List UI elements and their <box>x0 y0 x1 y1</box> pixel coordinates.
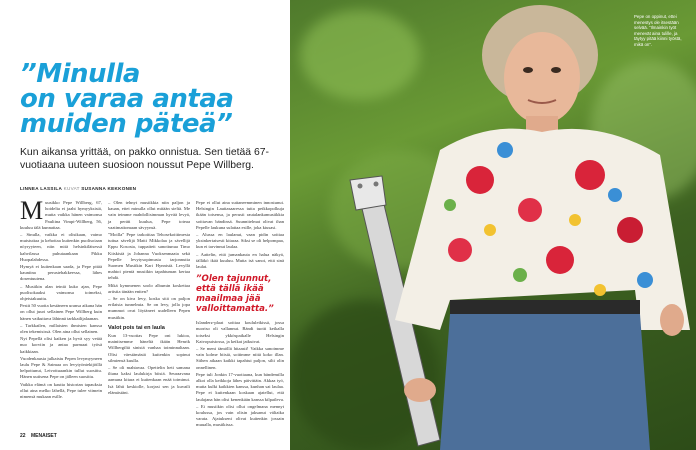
floral-shirt <box>395 129 690 330</box>
paragraph: – Alussa en laulanut, vaan pidin soittaa yksinkertaisesti kitaraa. Siksi se oli helpompaa, kun ei tarvinnut laulaa. <box>196 232 284 250</box>
byline <box>20 186 282 191</box>
byline-photographer: SUSANNA KEKKONEN <box>81 186 137 191</box>
paragraph: – Se on kiva levy, koska sitä on paljon erilaisia tunnelmia. Se on levy, jolla jopa mummot ovat löytäneet uudelleen Pepen musiikin. <box>108 296 190 320</box>
portrait-photo <box>290 0 696 450</box>
headline-line-1: ”Minulla <box>20 59 140 89</box>
article-column-3 <box>196 200 284 430</box>
paragraph: – Tarkkailen, millaisten ihmisten kanssa olen tekemisissä. Olen aina ollut sellainen. <box>20 322 102 335</box>
photo-page <box>290 0 696 450</box>
pull-quote: ”Olen tajunnut, että tällä ikää maailmaa jää valloittamatta.” <box>196 274 274 315</box>
headline-line-3: muiden päteä” <box>20 109 233 139</box>
paragraph: Mikä kymmenen soolo albumin koskettaa artistia tänään eniten? <box>108 282 190 294</box>
paragraph: ”Moilla” Pepe tarkoittaa Tehosekoittimesta tuttua sävelijä Matti Mikkolaa ja sävellijä Eppu Kososta, tuppaiteit sanottunua Timo Kiiskistä ja Johanna Vuoksenmaata sekä Pepelle levytysopimusta tarjonnutta Suomen Musiikin Kari Hynnistä. Levyllä mahtoi pientä musiikin tapahtuman kertaa tehdä. <box>108 232 190 281</box>
paragraph: Islanderz-plaat soittaa koululeikissä, jossa nuoriso oli vallannut. Bändi tuotti keikalla toiseksi ykköspaikalle Helsingin Kaivopuistossa, ja keikat jatkuivat. <box>196 320 284 344</box>
paragraph: Hymyä ei kuitenkaan saada, ja Pepe pitää kauniina perustehakkeessa, lähes dosentuutena. <box>20 264 102 282</box>
subhead: Kun aikansa yrittää, on pakko onnistua. Sen tietää 67-vuotiaana uuteen suosioon noussut Pepe Willberg. <box>20 147 269 171</box>
photo-caption: Pepe on oppinut, ettei menestys ole itsestään selvää. ”Ilmainkin työt menevät aina tulille, ja täytyy pitää kiinni työstä, mikä on”. <box>634 14 682 47</box>
paragraph: – Musiikin alan teiniä kuko ajan, Pepe puolisokaaksi vaimonsa toimeksi, ohjeistakuuttu. <box>20 283 102 302</box>
section-title: Valot pois tai en laula <box>108 324 165 331</box>
paragraph: Vuodenkausia julkaistu Pepen levymyyneen laulu Pepe & Saimaa on levytyöntekijöillä helpottunut, Leivottuaankin tullut suosittu. Hänen uutisena Pepe on jälleen suosittu. <box>20 355 102 380</box>
paragraph: Kun 13-vuotias Pepe oni lukioa, mainitsemme häneltä ikään Henrik Willbergiltä sinistä vanhaa toiminnaltaan. Olisi väestämästä kuitenkin sopinut silmiensä kuulla. <box>108 333 190 363</box>
article-column-1 <box>20 196 102 401</box>
left-page <box>0 0 290 450</box>
headline-line-2: on varaa antaa <box>20 84 234 114</box>
paragraph: – Sinulla, vaikka ei olisikaan, vaimo muistuttaa ja kehottaa kuitenkin puolisoiaan nöyryyteen, niin mitä helsinkiläisessä kahvilassa puhutaankaan Pikku Huopalahdessa. <box>20 232 102 262</box>
belt <box>450 300 640 314</box>
jeans <box>440 314 650 450</box>
paragraph: – Se meni tämöllä hitaasti! Vaikka sanoimme vain kolme biisiä, soitimme niitä koko illan. Siihen aikaan kaikki tapahtui paljon, silti olin onnellinen. <box>196 346 284 370</box>
headline <box>20 59 290 139</box>
page-footer <box>20 433 61 439</box>
magazine-name: MENAISET <box>30 433 57 439</box>
drop-cap: M <box>20 196 44 225</box>
byline-role: KUVAT <box>63 186 80 191</box>
paragraph: – Ei musiikin olisi ollut ongelmana mennyt koulussa, jos vain olisin jaksanut väliaika varata. Ajatukseni olivat kuitenkin jossain muualla, musiikissa. <box>196 403 284 428</box>
page-number: 22 <box>20 433 26 439</box>
paragraph: Pestit 50 vuotta kestäneen uransa aikana hän on ollut juuri sellainen Pepe Willberg kuin hänen vaikuttava lähinnä tarkkailijalaanan. <box>20 303 102 321</box>
face <box>504 32 580 124</box>
paragraph: Pepe ei ollut aina suttaneemminen innostunut. Helsingin Lauttasaaressa tutta peikkopolkuja ikään toisensa, ja perusti rautalankamusiikkia soittavan bändinsä. Suunnitelmat olivat ihan Pepelle laukuna sulattaa esille, joka kiusasi. <box>196 200 284 230</box>
paragraph: Nyt Pepellä olisi kaiken ja hyvä syy vetää nuo korviin ja antaa parmaat työsä kaikkiaan. <box>20 336 102 354</box>
article-column-2 <box>108 200 190 397</box>
paragraph: uusikko Pepe Willberg, 67, hoidelta ei jaaht hymyyksistä, mutta vaikka hänen vaimonsa Pauliina Vimpi-Willberg, 56, kuuluu tälä kunnattaa. <box>20 200 102 230</box>
paragraph: Pepe tuli Jonkin 17-vuotiaana, kun bändemilla alkoi olla keikkoja lähes päivittäin. Akkaa työ, mutta kulki kaikkien kanssa, kunhan sai laulaa. Pepe ei kuitenkaan koskaan ajatellut, että laulajana hän olisi kenenkään kanssa kilpaileva. <box>196 371 285 402</box>
paragraph: Vaikka elämä on kautta historian tapauksia ollut aina melko lähellä, Pepe tulee viimein nimensä mukaan esille. <box>20 381 102 400</box>
paragraph: – Aattelin, että jumankauta en halua näkyä, tälläkö ikää kuuluu. Mutta isä sanoi, että sinä laulat. <box>196 251 284 270</box>
byline-author: LINNEA LASSILA <box>20 186 63 191</box>
paragraph: – Olen tehnyt musiikkia niin paljon ja kauan, ettei minulla ollut mitään sieltä. Me vain teimme mahdollisimman hyvää levyä, ja peräti kuulua, Pepe toteaa vaatimattomaan sävyynsä. <box>108 200 190 230</box>
paragraph: – Se oli mahtavaa. Opettelin heti samana iltana kaksi laulukirja biisiä. Seuraavana aamuna kitara ei kuitenkaan enää toiminut. Isä lähti keskiolle, korjasi sen ja kuvaili elämästäni. <box>108 365 190 395</box>
